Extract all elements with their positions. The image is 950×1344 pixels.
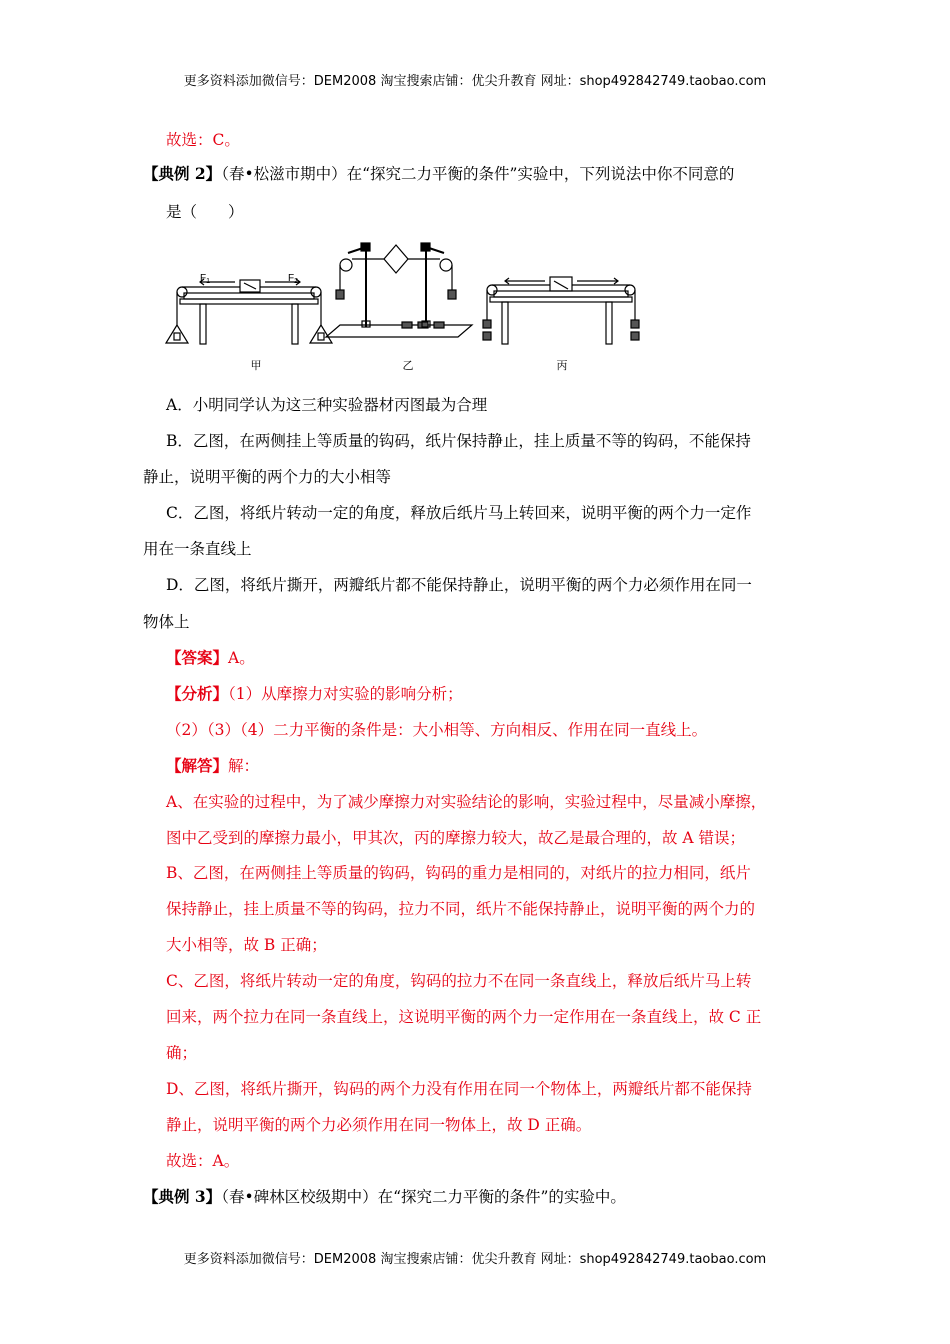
- solution-b-line1: B、乙图，在两侧挂上等质量的钩码，钩码的重力是相同的，对纸片的拉力相同，纸片: [166, 864, 751, 882]
- pulley-yi-right-icon: [440, 259, 452, 271]
- solution-c-line2: 回来，两个拉力在同一条直线上，这说明平衡的两个力一定作用在一条直线上，故 C 正: [166, 1008, 762, 1026]
- pulley-left-icon: [177, 287, 187, 297]
- pulley-bing-right-icon: [625, 285, 635, 295]
- page-footer: 更多资料添加微信号：DEM2008 淘宝搜索店铺：优尖升教育 网址：shop492842749.taobao.com: [183, 1252, 767, 1267]
- option-a: A．小明同学认为这三种实验器材丙图最为合理: [166, 396, 488, 414]
- solution-b-line2: 保持静止，挂上质量不等的钩码，拉力不同，纸片不能保持静止，说明平衡的两个力的: [166, 900, 756, 918]
- figure-label-bing: 丙: [556, 359, 568, 372]
- solution-choice: 故选：A。: [166, 1152, 240, 1170]
- analysis-tag: 【分析】: [166, 684, 229, 703]
- solution-heading: [166, 756, 259, 776]
- prev-choice: 故选：C。: [166, 131, 240, 149]
- option-b-line1: B．乙图，在两侧挂上等质量的钩码，纸片保持静止，挂上质量不等的钩码，不能保持: [166, 432, 751, 450]
- page-header: 更多资料添加微信号：DEM2008 淘宝搜索店铺：优尖升教育 网址：shop492842749.taobao.com: [183, 74, 767, 89]
- answer-line: [166, 648, 255, 668]
- example3-tag: 【典例 3】: [143, 1187, 222, 1206]
- option-d-line1: D．乙图，将纸片撕开，两瓣纸片都不能保持静止，说明平衡的两个力必须作用在同一: [166, 576, 752, 594]
- cart-block: [550, 277, 572, 291]
- figure-label-yi: 乙: [402, 359, 414, 372]
- force-label-f1: $F_1$: [200, 273, 211, 285]
- solution-d-line1: D、乙图，将纸片撕开，钩码的两个力没有作用在同一个物体上，两瓣纸片都不能保持: [166, 1080, 752, 1098]
- answer-tag: 【答案】: [166, 648, 229, 667]
- answer-value: A。: [228, 649, 255, 667]
- hook-weight-left-icon: [336, 290, 344, 299]
- example2-stem-line1: [143, 164, 734, 184]
- force-label-f2: $F_2$: [288, 273, 299, 285]
- example2-tag: 【典例 2】: [143, 164, 222, 183]
- experiment-figure: [160, 235, 640, 375]
- option-b-line2: 静止，说明平衡的两个力的大小相等: [143, 468, 392, 486]
- analysis-text1: （1）从摩擦力对实验的影响分析；: [228, 685, 463, 703]
- example2-stem-line2: 是（ ）: [166, 203, 244, 221]
- solution-a-line1: A、在实验的过程中，为了减少摩擦力对实验结论的影响，实验过程中，尽量减小摩擦，: [166, 793, 767, 811]
- figure-yi: [326, 243, 472, 337]
- base-board: [326, 325, 472, 337]
- example3-text: （春•碑林区校级期中）在“探究二力平衡的条件”的实验中。: [221, 1188, 626, 1206]
- example3-stem: [143, 1187, 626, 1207]
- solution-b-line3: 大小相等，故 B 正确；: [166, 936, 327, 954]
- solution-a-line2: 图中乙受到的摩擦力最小，甲其次，丙的摩擦力较大，故乙是最合理的，故 A 错误；: [166, 829, 746, 847]
- pulley-right-icon: [311, 287, 321, 297]
- solution-tag: 【解答】: [166, 756, 229, 775]
- solution-d-line2: 静止，说明平衡的两个力必须作用在同一物体上，故 D 正确。: [166, 1116, 592, 1134]
- example2-stem1: （春•松滋市期中）在“探究二力平衡的条件”实验中，下列说法中你不同意的: [221, 165, 735, 183]
- hook-weight-bing-left-icon: [483, 320, 491, 328]
- analysis-line1: [166, 684, 463, 704]
- hook-weight-bing-right-icon: [631, 320, 639, 328]
- figure-bing: [483, 277, 639, 344]
- option-c-line2: 用在一条直线上: [143, 540, 252, 558]
- option-d-line2: 物体上: [143, 613, 190, 631]
- pulley-bing-left-icon: [487, 285, 497, 295]
- option-c-line1: C．乙图，将纸片转动一定的角度，释放后纸片马上转回来，说明平衡的两个力一定作: [166, 504, 752, 522]
- solution-c-line3: 确；: [166, 1044, 198, 1062]
- hook-weight-right-icon: [448, 290, 456, 299]
- pulley-yi-left-icon: [340, 259, 352, 271]
- paper-card: [384, 245, 408, 273]
- analysis-line2: （2）（3）（4）二力平衡的条件是：大小相等、方向相反、作用在同一直线上。: [166, 721, 708, 739]
- solution-c-line1: C、乙图，将纸片转动一定的角度，钩码的拉力不在同一条直线上，释放后纸片马上转: [166, 972, 752, 990]
- figure-label-jia: 甲: [250, 359, 262, 372]
- figure-jia: [166, 279, 332, 344]
- solution-tag-after: 解：: [228, 757, 260, 775]
